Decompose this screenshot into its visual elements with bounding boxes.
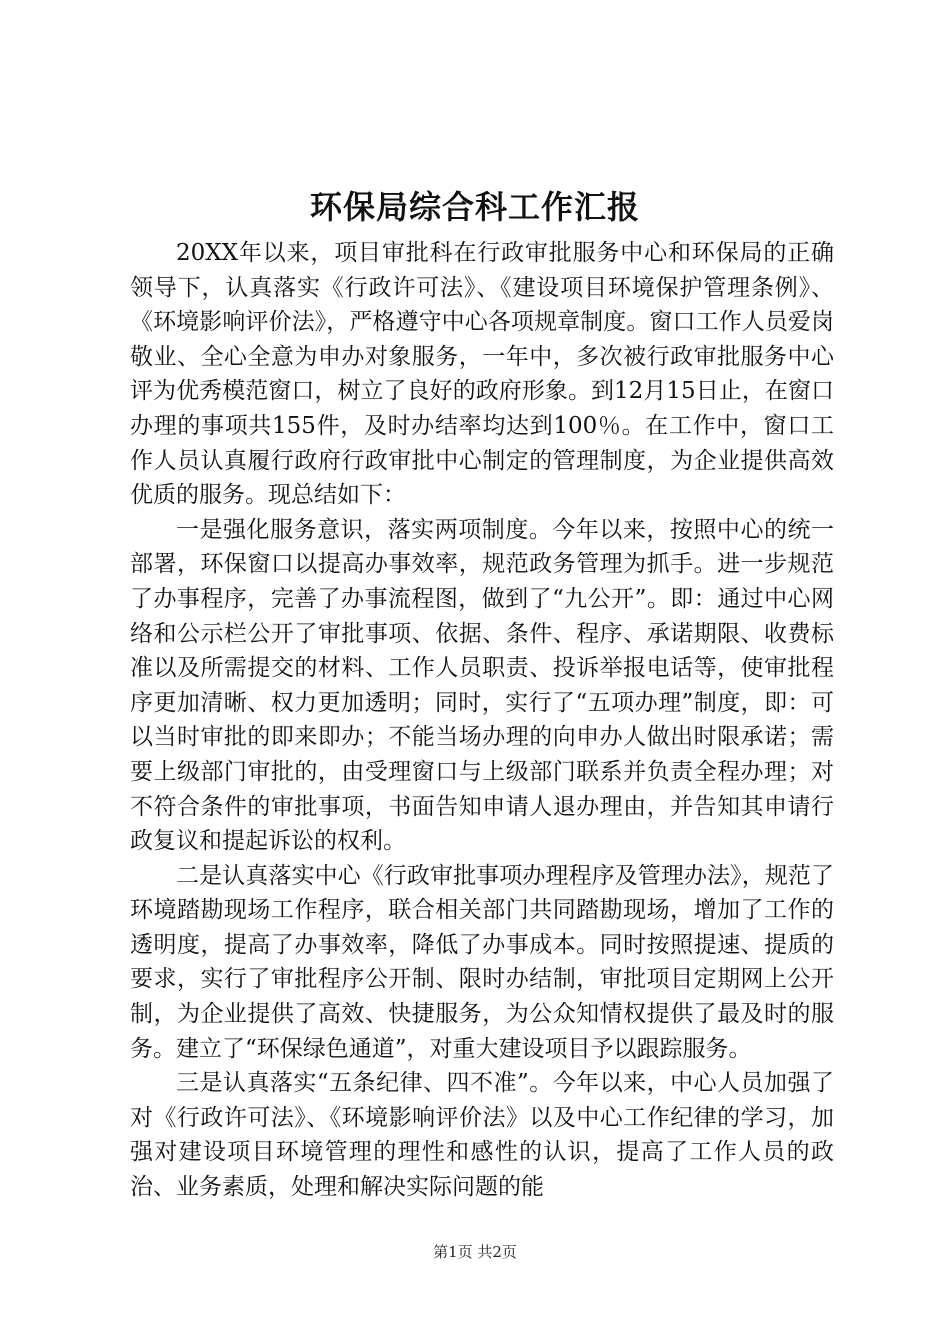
document-title: 环保局综合科工作汇报 bbox=[309, 188, 640, 226]
paragraph-intro: 20XX年以来，项目审批科在行政审批服务中心和环保局的正确领导下，认真落实《行政许可法》、《建设项目环境保护管理条例》、《环境影响评价法》，严格遵守中心各项规章制度。窗口工作人员爱岗敬业、全心全意为申办对象服务，一年中，多次被行政审批服务中心评为优秀模范窗口，树立了良好的政府形象。到12月15日止，在窗口办理的事项共155件，及时办结率均达到100％。在工作中，窗口工作人员认真履行政府行政审批中心制定的管理制度，为企业提供高效优质的服务。现总结如下： bbox=[130, 240, 834, 509]
paragraph-point-three: 三是认真落实“五条纪律、四不准”。今年以来，中心人员加强了对《行政许可法》、《环境影响评价法》以及中心工作纪律的学习，加强对建设项目环境管理的理性和感性的认识，提高了工作人员的政治、业务素质，处理和解决实际问题的能 bbox=[130, 1070, 834, 1201]
page-number-footer: 第1页 共2页 bbox=[433, 1243, 517, 1261]
paragraph-point-two: 二是认真落实中心《行政审批事项办理程序及管理办法》，规范了环境踏勘现场工作程序，联合相关部门共同踏勘现场，增加了工作的透明度，提高了办事效率，降低了办事成本。同时按照提速、提质的要求，实行了审批程序公开制、限时办结制，审批项目定期网上公开制，为企业提供了高效、快捷服务，为公众知情权提供了最及时的服务。建立了“环保绿色通道”，对重大建设项目予以跟踪服务。 bbox=[130, 862, 834, 1062]
paragraph-point-one: 一是强化服务意识，落实两项制度。今年以来，按照中心的统一部署，环保窗口以提高办事效率，规范政务管理为抓手。进一步规范了办事程序，完善了办事流程图，做到了“九公开”。即：通过中心网络和公示栏公开了审批事项、依据、条件、程序、承诺期限、收费标准以及所需提交的材料、工作人员职责、投诉举报电话等，使审批程序更加清晰、权力更加透明；同时，实行了“五项办理”制度，即：可以当时审批的即来即办；不能当场办理的向申办人做出时限承诺；需要上级部门审批的，由受理窗口与上级部门联系并负责全程办理；对不符合条件的审批事项，书面告知申请人退办理由，并告知其申请行政复议和提起诉讼的权利。 bbox=[130, 516, 834, 855]
document-body bbox=[130, 236, 834, 1205]
